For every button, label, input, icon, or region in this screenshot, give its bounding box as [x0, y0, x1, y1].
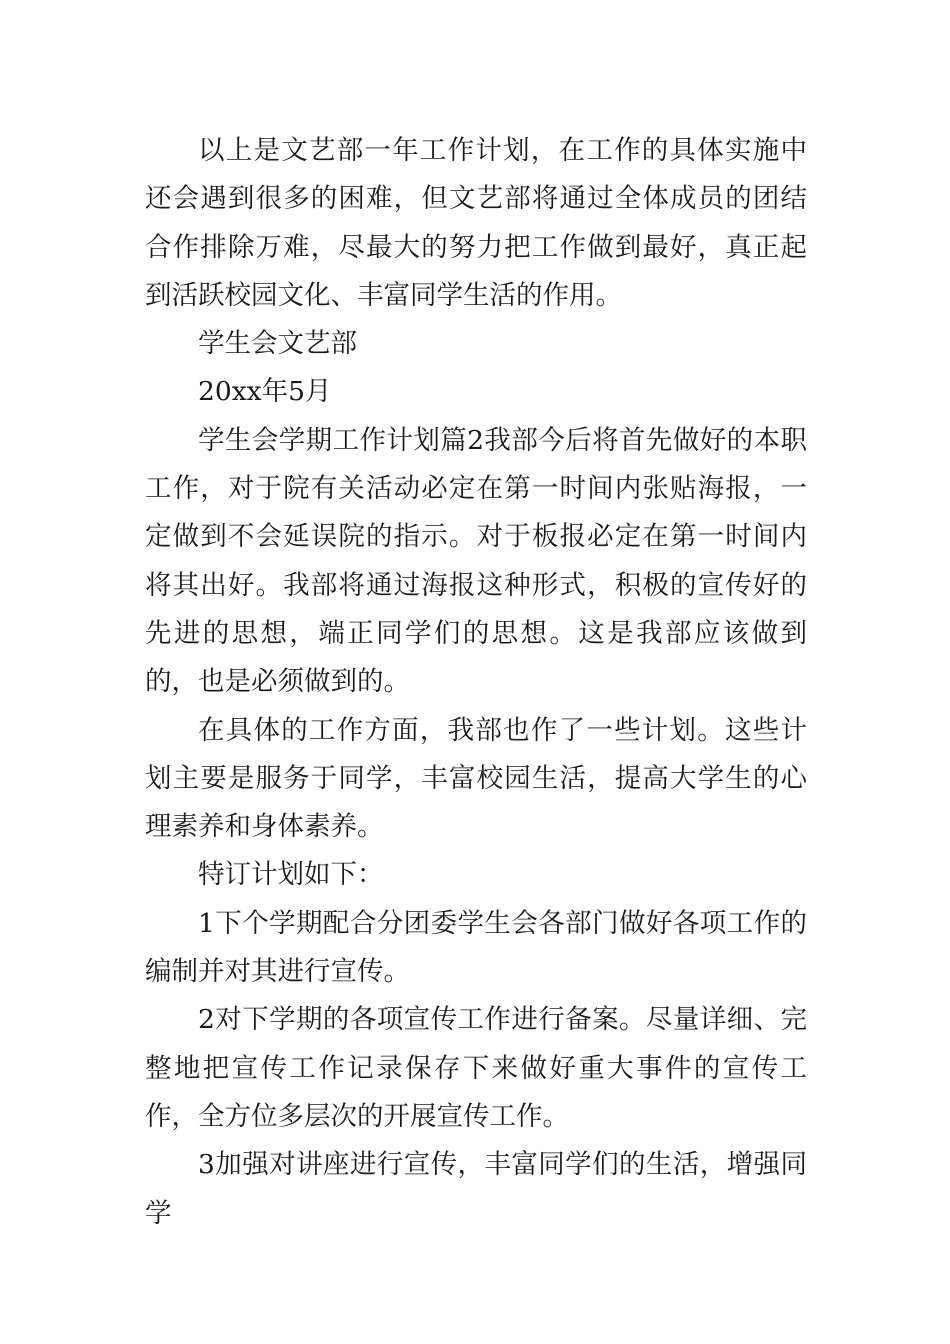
list-item-plan-1: 1下个学期配合分团委学生会各部门做好各项工作的编制并对其进行宣传。 — [145, 907, 807, 988]
list-item-plan-3: 3加强对讲座进行宣传，丰富同学们的生活，增强同学 — [145, 1149, 807, 1229]
paragraph-plan-heading: 特订计划如下： — [198, 859, 384, 891]
signature-department: 学生会文艺部 — [198, 328, 357, 360]
list-item-plan-2: 2对下学期的各项宣传工作进行备案。尽量详细、完整地把宣传工作记录保存下来做好重大事件的宣传工作，全方位多层次的开展宣传工作。 — [145, 1004, 807, 1132]
signature-date: 20xx年5月 — [198, 376, 332, 408]
paragraph-plan-intro: 学生会学期工作计划篇2我部今后将首先做好的本职工作，对于院有关活动必定在第一时间内张贴海报，一定做到不会延误院的指示。对于板报必定在第一时间内将其出好。我部将通过海报这种形式，积极的宣传好的先进的思想，端正同学们的思想。这是我部应该做到的，也是必须做到的。 — [145, 424, 807, 698]
document-body — [145, 127, 807, 1238]
paragraph-work-plan: 在具体的工作方面，我部也作了一些计划。这些计划主要是服务于同学，丰富校园生活，提高大学生的心理素养和身体素养。 — [145, 714, 807, 843]
paragraph-summary: 以上是文艺部一年工作计划，在工作的具体实施中还会遇到很多的困难，但文艺部将通过全体成员的团结合作排除万难，尽最大的努力把工作做到最好，真正起到活跃校园文化、丰富同学生活的作用。 — [145, 135, 807, 311]
